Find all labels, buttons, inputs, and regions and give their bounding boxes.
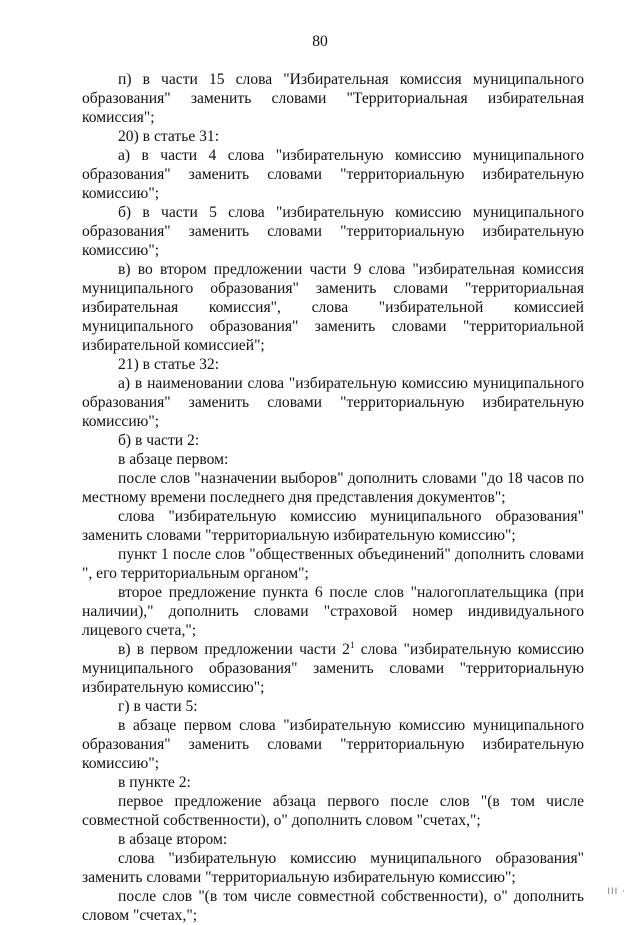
- paragraph: слова "избирательную комиссию муниципального образования" заменить словами "территориальную избирательную комиссию";: [82, 508, 584, 544]
- paragraph-text-after: слова "избирательную комиссию муниципального образования" заменить словами "территориальную избирательную комиссию";: [82, 641, 584, 696]
- paragraph: б) в части 5 слова "избирательную комиссию муниципального образования" заменить словами "территориальную избирательную комиссию";: [82, 204, 584, 259]
- paragraph: в абзаце первом слова "избирательную комиссию муниципального образования" заменить словами "территориальную избирательную комиссию";: [82, 717, 584, 772]
- paragraph: в пункте 2:: [118, 774, 191, 791]
- paragraph: а) в наименовании слова "избирательную комиссию муниципального образования" заменить словами "территориальную избирательную комиссию";: [82, 375, 584, 430]
- paragraph: в) во втором предложении части 9 слова "избирательная комиссия муниципального образования" заменить словами "территориальная избирательная комиссия", слова "избирательной комиссией муниципального образования" заменить словами "территориальной избирательной комиссией";: [82, 261, 584, 354]
- paragraph: после слов "назначении выборов" дополнить словами "до 18 часов по местному времени последнего дня представления документов";: [82, 470, 584, 506]
- paragraph: пункт 1 после слов "общественных объединений" дополнить словами ", его территориальным органом";: [82, 546, 584, 582]
- page-number: 80: [312, 33, 328, 50]
- paragraph: б) в части 2:: [118, 432, 200, 449]
- paragraph-with-superscript: [82, 640, 584, 697]
- paragraph-text-before: в) в первом предложении части 2: [118, 641, 350, 658]
- paragraph: а) в части 4 слова "избирательную комиссию муниципального образования" заменить словами "территориальную избирательную комиссию";: [82, 147, 584, 202]
- paragraph: 20) в статье 31:: [118, 128, 220, 145]
- footer-scan-mark: ІІІ ·: [607, 887, 626, 897]
- paragraph: г) в части 5:: [118, 698, 198, 715]
- paragraph: слова "избирательную комиссию муниципального образования" заменить словами "территориальную избирательную комиссию";: [82, 850, 584, 886]
- superscript-index: 1: [349, 640, 355, 650]
- paragraph: после слов "(в том числе совместной собственности), о" дополнить словом "счетах,";: [82, 888, 584, 924]
- paragraph: в абзаце втором:: [118, 831, 228, 848]
- document-body: [82, 70, 584, 925]
- paragraph: п) в части 15 слова "Избирательная комиссия муниципального образования" заменить словами "Территориальная избирательная комиссия";: [82, 71, 584, 126]
- paragraph: первое предложение абзаца первого после слов "(в том числе совместной собственности), о" дополнить словом "счетах,";: [82, 793, 584, 829]
- paragraph: в абзаце первом:: [118, 451, 229, 468]
- paragraph: 21) в статье 32:: [118, 356, 220, 373]
- paragraph: второе предложение пункта 6 после слов "налогоплательщика (при наличии)," дополнить словами "страховой номер индивидуального лицевого счета,";: [82, 584, 584, 639]
